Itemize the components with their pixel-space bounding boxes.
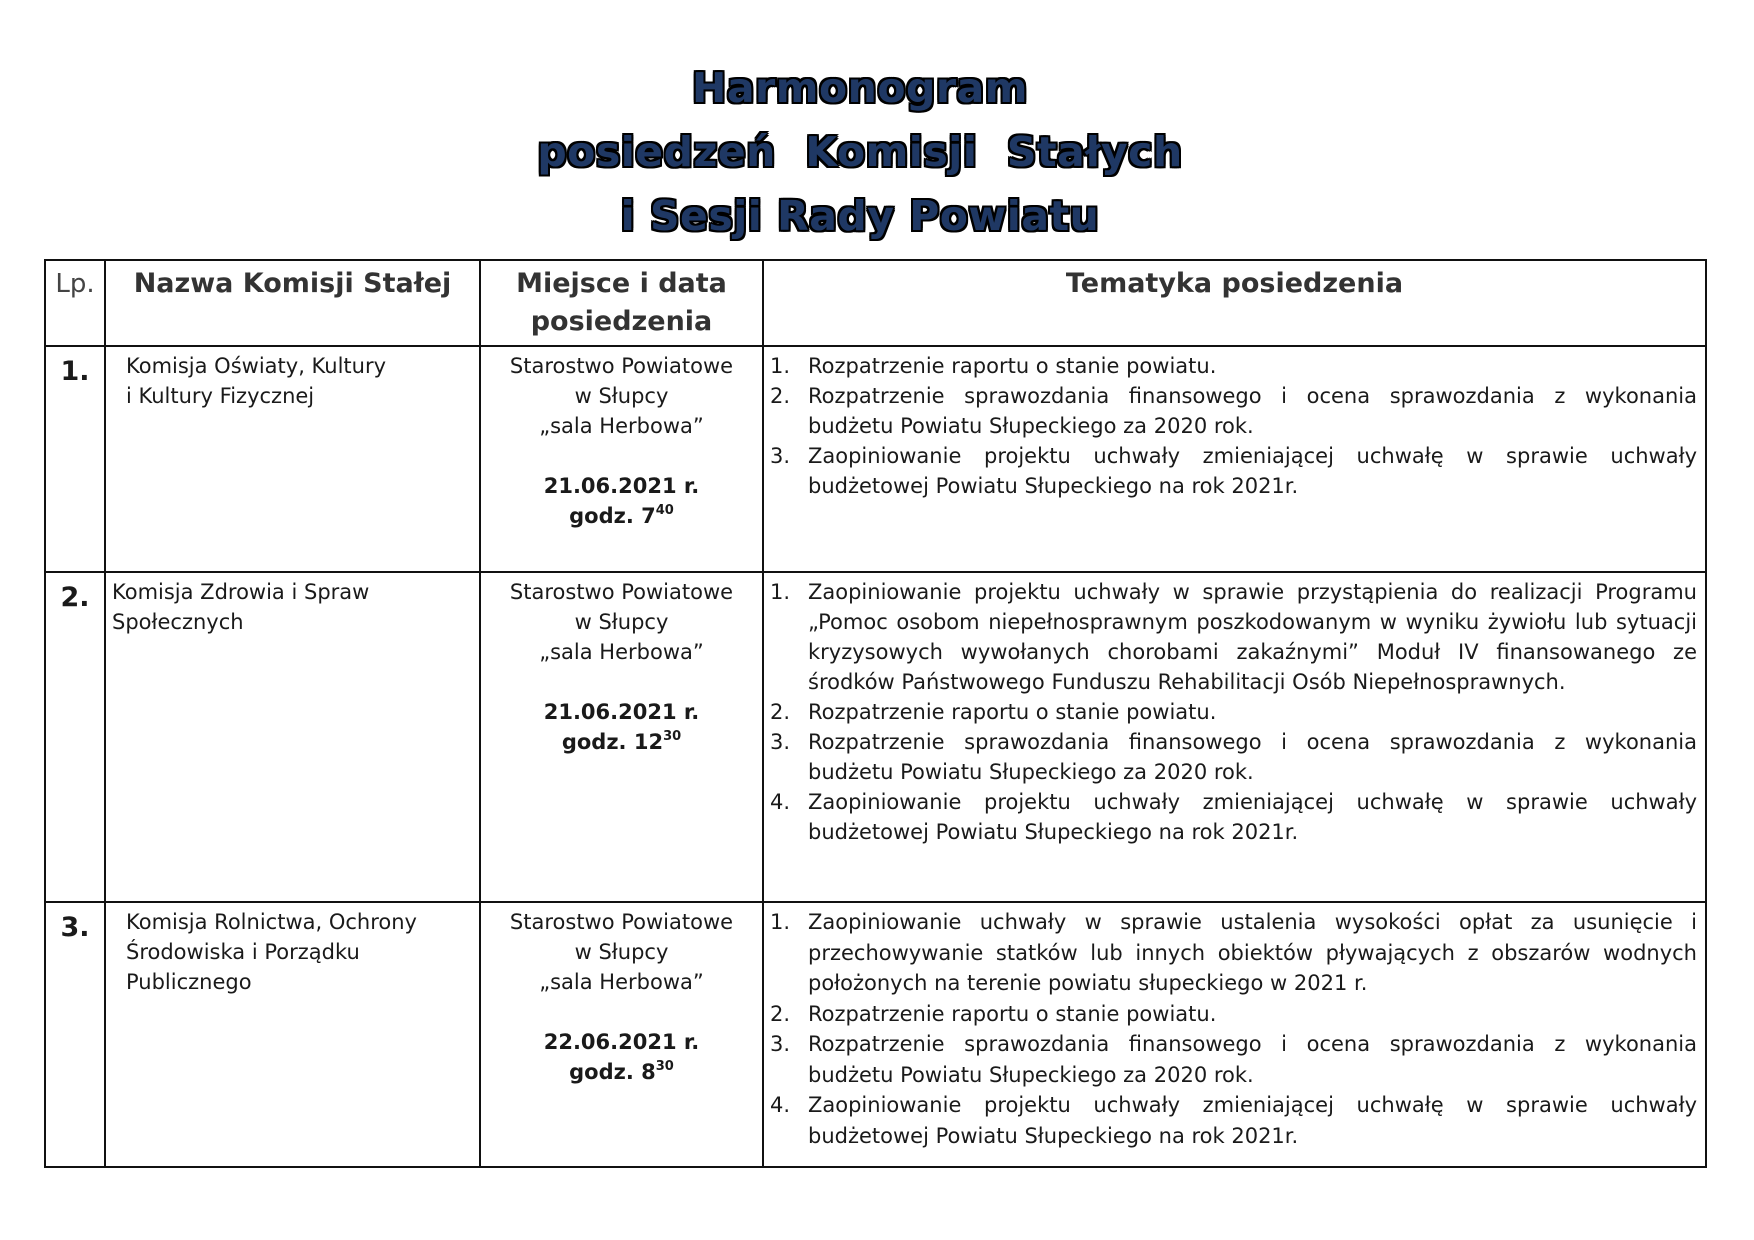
item-text: Rozpatrzenie sprawozdania finansowego i ocena sprawozdania z wykonania budżetu Powiatu Słupeckiego za 2020 rok. <box>808 1032 1697 1087</box>
time-hour: godz. 12 <box>561 730 664 754</box>
time-hour: godz. 8 <box>569 1060 656 1084</box>
list-item <box>770 907 1697 999</box>
committee-name <box>105 902 480 1167</box>
table-row <box>45 346 1706 572</box>
list-item <box>770 999 1697 1030</box>
meeting-time <box>481 727 762 757</box>
item-number: 1. <box>770 580 791 604</box>
meeting-topics <box>763 572 1706 902</box>
place-line: „sala Herbowa” <box>539 970 704 994</box>
list-item <box>770 351 1697 381</box>
list-item <box>770 1029 1697 1090</box>
topic-list <box>770 907 1697 1151</box>
item-text: Rozpatrzenie raportu o stanie powiatu. <box>808 354 1217 378</box>
table-row <box>45 572 1706 902</box>
title-line-2: posiedzeń Komisji Stałych <box>537 128 1183 176</box>
row-number: 3. <box>45 902 105 1167</box>
list-item <box>770 441 1697 501</box>
schedule-table <box>44 259 1707 1168</box>
item-text: Zaopiniowanie uchwały w sprawie ustalenia wysokości opłat za usunięcie i przechowywanie statków lub innych obiektów pływających z obszarów wodnych położonych na terenie powiatu słupeckiego w 2021 r. <box>808 910 1697 995</box>
header-name: Nazwa Komisji Stałej <box>105 260 480 346</box>
item-number: 3. <box>770 730 791 754</box>
list-item <box>770 577 1697 697</box>
meeting-time <box>481 501 762 531</box>
place-line: Starostwo Powiatowe <box>509 910 734 934</box>
item-number: 3. <box>770 444 791 468</box>
committee-name <box>105 346 480 572</box>
place-line: „sala Herbowa” <box>539 414 704 438</box>
item-text: Zaopiniowanie projektu uchwały zmieniającej uchwałę w sprawie uchwały budżetowej Powiatu Słupeckiego na rok 2021r. <box>808 1093 1697 1148</box>
table-header-row <box>45 260 1706 346</box>
item-text: Rozpatrzenie raportu o stanie powiatu. <box>808 1001 1217 1026</box>
place-line: Starostwo Powiatowe <box>509 354 734 378</box>
committee-name-line: Społecznych <box>112 610 244 634</box>
item-text: Zaopiniowanie projektu uchwały w sprawie przystąpienia do realizacji Programu „Pomoc osobom niepełnosprawnym poszkodowanym w wyniku żywiołu lub sytuacji kryzysowych wywołanych chorobami zakaźnymi” Moduł IV finansowanego ze środków Państwowego Funduszu Rehabilitacji Osób Niepełnosprawnych. <box>808 580 1697 694</box>
meeting-date: 22.06.2021 r. <box>543 1030 700 1054</box>
time-minutes: 40 <box>655 503 674 518</box>
list-item <box>770 787 1697 847</box>
item-number: 2. <box>770 700 791 724</box>
meeting-topics <box>763 346 1706 572</box>
header-place: Miejsce i data posiedzenia <box>480 260 763 346</box>
title-line-3: i Sesji Rady Powiatu <box>620 192 1100 240</box>
header-topic: Tematyka posiedzenia <box>763 260 1706 346</box>
time-minutes: 30 <box>663 729 682 744</box>
topic-list <box>770 577 1697 847</box>
item-number: 4. <box>770 790 791 814</box>
item-number: 2. <box>770 384 791 408</box>
committee-name-line: Komisja Zdrowia i Spraw <box>112 580 370 604</box>
committee-name <box>105 572 480 902</box>
committee-name-line: Środowiska i Porządku <box>126 940 360 964</box>
committee-name-line: Komisja Oświaty, Kultury <box>126 354 387 378</box>
meeting-topics <box>763 902 1706 1167</box>
item-text: Rozpatrzenie sprawozdania finansowego i ocena sprawozdania z wykonania budżetu Powiatu Słupeckiego za 2020 rok. <box>808 384 1697 438</box>
meeting-place-date <box>480 572 763 902</box>
title-line-1: Harmonogram <box>692 64 1028 112</box>
item-text: Zaopiniowanie projektu uchwały zmieniającej uchwałę w sprawie uchwały budżetowej Powiatu Słupeckiego na rok 2021r. <box>808 790 1697 844</box>
committee-name-line: i Kultury Fizycznej <box>126 384 315 408</box>
item-text: Rozpatrzenie raportu o stanie powiatu. <box>808 700 1217 724</box>
item-text: Zaopiniowanie projektu uchwały zmieniającej uchwałę w sprawie uchwały budżetowej Powiatu Słupeckiego na rok 2021r. <box>808 444 1697 498</box>
item-text: Rozpatrzenie sprawozdania finansowego i ocena sprawozdania z wykonania budżetu Powiatu Słupeckiego za 2020 rok. <box>808 730 1697 784</box>
place-line: w Słupcy <box>574 610 669 634</box>
meeting-place-date <box>480 902 763 1167</box>
list-item <box>770 697 1697 727</box>
place-line: w Słupcy <box>574 940 669 964</box>
row-number: 2. <box>45 572 105 902</box>
item-number: 2. <box>770 1001 791 1026</box>
meeting-time <box>481 1057 762 1087</box>
item-number: 3. <box>770 1032 791 1056</box>
time-hour: godz. 7 <box>569 504 656 528</box>
place-line: Starostwo Powiatowe <box>509 580 734 604</box>
table-row <box>45 902 1706 1167</box>
list-item <box>770 1090 1697 1151</box>
committee-name-line: Komisja Rolnictwa, Ochrony <box>126 910 417 934</box>
time-minutes: 30 <box>655 1059 674 1074</box>
list-item <box>770 727 1697 787</box>
topic-list <box>770 351 1697 501</box>
row-number: 1. <box>45 346 105 572</box>
committee-name-line: Publicznego <box>126 970 252 994</box>
list-item <box>770 381 1697 441</box>
place-line: w Słupcy <box>574 384 669 408</box>
header-lp: Lp. <box>45 260 105 346</box>
meeting-date: 21.06.2021 r. <box>543 474 700 498</box>
document-title <box>0 56 1720 248</box>
item-number: 4. <box>770 1093 791 1117</box>
item-number: 1. <box>770 910 791 934</box>
place-line: „sala Herbowa” <box>539 640 704 664</box>
item-number: 1. <box>770 354 791 378</box>
meeting-date: 21.06.2021 r. <box>543 700 700 724</box>
meeting-place-date <box>480 346 763 572</box>
